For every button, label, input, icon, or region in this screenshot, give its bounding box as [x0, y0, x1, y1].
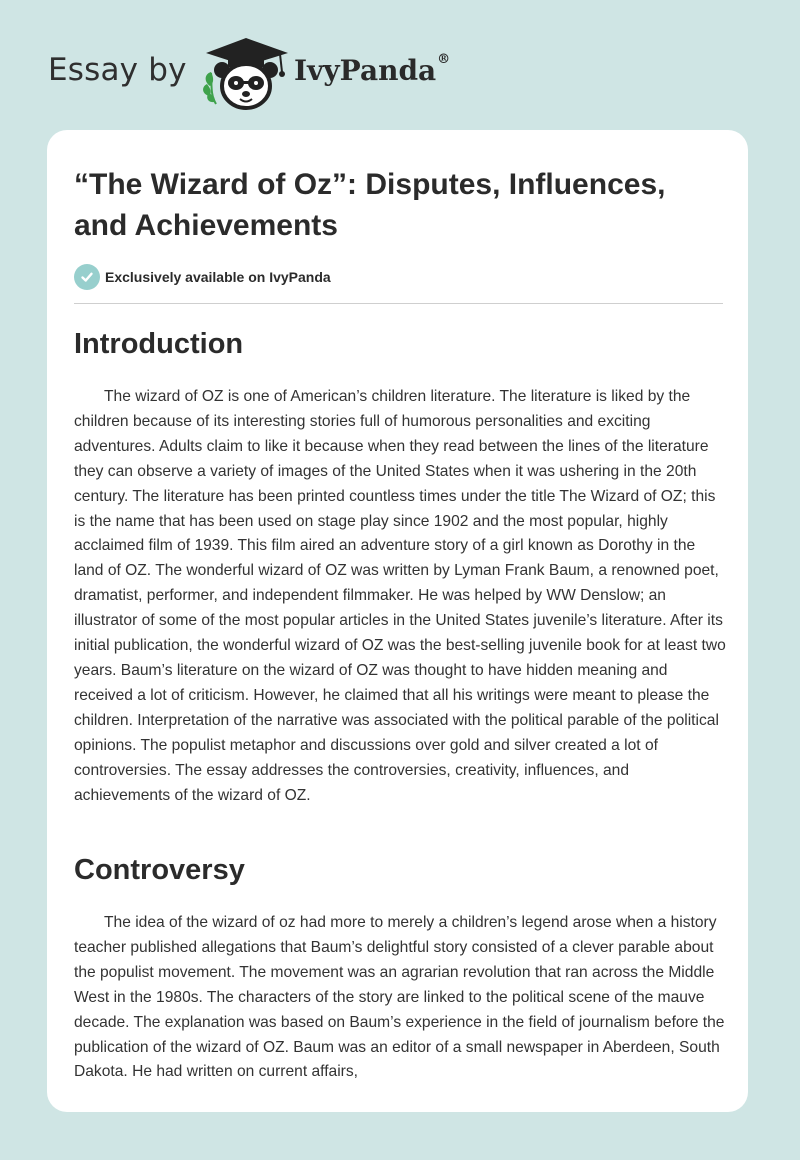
exclusive-badge [74, 264, 331, 290]
cap-tassel-string [280, 54, 282, 72]
glasses-bridge [243, 81, 249, 84]
registered-mark: ® [437, 52, 451, 67]
essay-card [47, 130, 748, 1112]
panda-nose [242, 91, 250, 97]
cap-tassel [279, 71, 285, 77]
panda-logo-graphic [200, 36, 292, 112]
section-heading-introduction: Introduction [74, 328, 244, 360]
brand-header [48, 36, 488, 112]
essay-title: “The Wizard of Oz”: Disputes, Influences, and Achievements [74, 168, 666, 242]
brand-name-text: IvyPanda [294, 54, 437, 87]
brand-prefix: Essay by [48, 52, 187, 88]
checkmark-icon [80, 270, 94, 284]
section-heading-controversy: Controversy [74, 854, 245, 886]
brand-name[interactable] [294, 54, 450, 87]
title-divider [74, 303, 723, 304]
exclusive-badge-text: Exclusively available on IvyPanda [105, 269, 331, 285]
panda-logo-icon[interactable] [200, 36, 292, 112]
section-text-controversy: The idea of the wizard of oz had more to merely a children’s legend arose when a history teacher published allegations that Baum’s delightful story consisted of a clever parable about the populist movement. The movement was an agrarian revolution that ran across the Middle West in the 1980s. The characters of the story are linked to the political scene of the mauve decade. The explanation was based on Baum’s experience in the field of journalism before the publication of the wizard of OZ. Baum was an editor of a small newspaper in Aberdeen, South Dakota. He had written on current affairs, [74, 914, 725, 1081]
check-circle-icon [74, 264, 100, 290]
section-text-introduction: The wizard of OZ is one of American’s children literature. The literature is liked by the children because of its interesting stories full of humorous personalities and exciting adventures. Adults claim to like it because when they read between the lines of the literature they can observe a variety of images of the United States when it was ushering in the 20th century. The literature has been printed countless times under the title The Wizard of OZ; this is the name that has been used on stage play since 1902 and the most popular, highly acclaimed film of 1939. This film aired an adventure story of a girl known as Dorothy in the land of OZ. The wonderful wizard of OZ was written by Lyman Frank Baum, a renowned poet, dramatist, performer, and independent filmmaker. He was helped by WW Denslow; an illustrator of some of the most popular articles in the United States juvenile’s literature. After its initial publication, the wonderful wizard of OZ was the best-selling juvenile book for at least two years. Baum’s literature on the wizard of OZ was thought to have hidden meaning and received a lot of criticism. However, he claimed that all his writings were meant to please the children. Interpretation of the narrative was associated with the political parable of the political opinions. The populist metaphor and discussions over gold and silver created a lot of controversies. The essay addresses the controversies, creativity, influences, and achievements of the wizard of OZ. [74, 388, 726, 804]
panda-eye [254, 81, 258, 85]
panda-eye [234, 81, 238, 85]
